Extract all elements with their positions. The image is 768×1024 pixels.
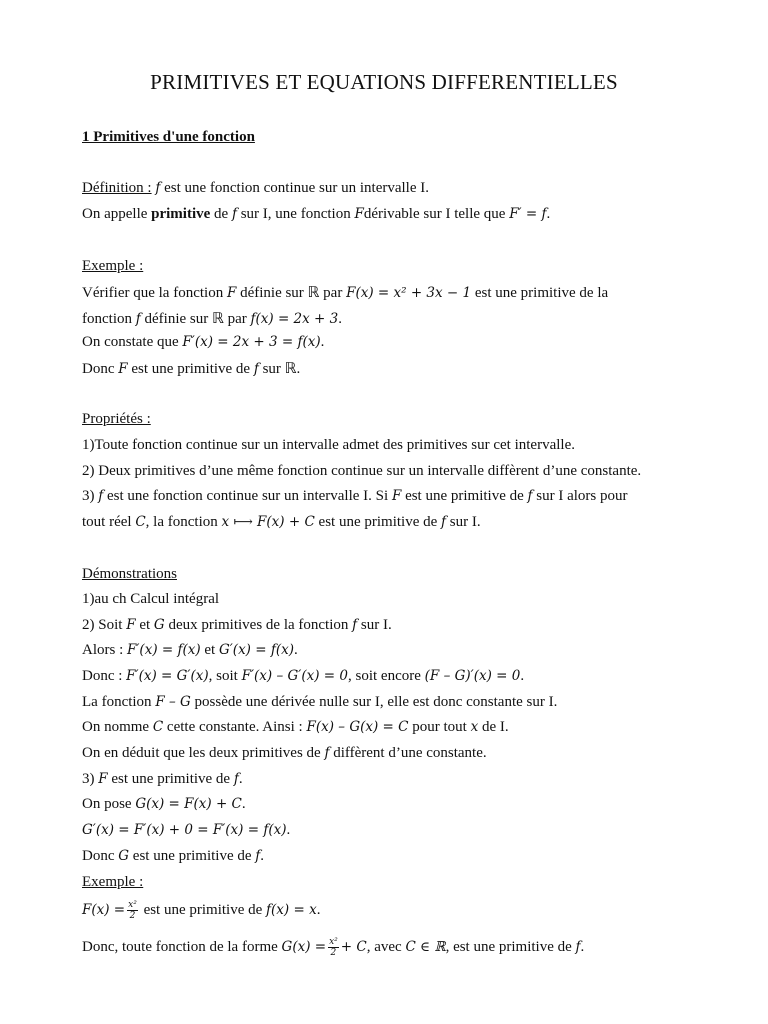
text: sur I. [357,617,392,633]
section-heading: 1 Primitives d'une fonction [82,129,255,145]
example2-line-1 [82,900,320,921]
math: G [153,617,165,633]
math: x ⟼ F(x) + C [221,514,315,530]
text: et [135,617,154,633]
demo-line-4 [82,668,524,685]
math: f [135,311,141,327]
definition-line-1 [82,180,429,197]
text: tout réel [82,514,136,530]
text: deux primitives de la fonction [164,617,353,633]
text: . [316,901,321,918]
math: F′(x) = 2x + 3 = f(x) [182,334,321,350]
text: . [546,206,551,222]
math: F(x) = x² + 3x − 1 [346,285,472,301]
property-3-line-2 [82,514,481,531]
fraction [127,900,138,921]
math: + C [340,938,367,955]
math: f [527,488,533,504]
text: et [200,642,219,658]
math: F′(x) = G′(x) [126,668,209,684]
math: f [255,848,261,864]
text: définie sur ℝ par [236,285,347,301]
fraction-numerator: x² [128,900,137,910]
math: G(x) = [281,938,327,955]
text: sur I, une fonction [236,206,355,222]
demo-line-6 [82,719,509,736]
text: de I. [478,719,509,735]
text: , la fonction [145,514,222,530]
property-2: 2) Deux primitives d’une même fonction continue sur un intervalle diffèrent d’une constante. [82,463,642,479]
math: f [253,361,259,377]
text: fonction [82,311,136,327]
fraction-numerator: x² [329,937,338,947]
text: est une primitive de [107,771,234,787]
text: 3) [82,488,99,504]
math: f(x) = 2x + 3 [250,311,339,327]
demonstrations-label: Démonstrations [82,566,177,582]
text: . [580,938,585,955]
demo-line-8 [82,771,243,788]
text: est une fonction continue sur un intervalle I. Si [103,488,392,504]
math: C ∈ ℝ [405,938,446,955]
example-line-4 [82,359,300,378]
text: On constate que [82,334,183,350]
demo-line-5 [82,694,557,711]
math: F [126,617,136,633]
text: est une primitive de la [471,285,609,301]
text: . [238,771,243,787]
math: f [324,745,330,761]
text: de [210,206,232,222]
text: . [286,822,291,838]
text: Donc : [82,668,127,684]
text: Vérifier que la fonction [82,285,227,301]
math: G(x) = F(x) + C [135,796,242,812]
text: est une primitive de [401,488,528,504]
math: C [135,514,146,530]
demo-line-11 [82,848,264,865]
text: Donc [82,361,119,377]
math: F(x) = [82,901,126,918]
text: est une fonction continue sur un intervalle I. [160,180,430,196]
text: cette constante. Ainsi : [163,719,307,735]
example2-line-2 [82,937,584,958]
math: F [391,488,402,504]
text: . [338,311,342,327]
fraction-denominator: 2 [129,911,136,921]
text: , est une primitive de [445,938,576,955]
example-line-3 [82,334,324,351]
demo-line-3 [82,642,298,659]
text: . [260,848,265,864]
math: F′(x) = f(x) [127,642,201,658]
text: définie sur ℝ par [140,311,251,327]
math: F [354,206,364,222]
math: G [118,848,130,864]
text: pour tout [408,719,471,735]
math: F(x) – G(x) = C [306,719,409,735]
math: F [118,361,128,377]
text: On nomme [82,719,153,735]
text: est une primitive de [129,848,256,864]
fraction-denominator: 2 [330,948,337,958]
text: sur ℝ. [258,361,301,377]
text: sur I. [446,514,481,530]
text: On en déduit que les deux primitives de [82,745,325,761]
math: f(x) = x [266,901,317,918]
text: On appelle [82,206,152,222]
text: On pose [82,796,136,812]
text: diffèrent d’une constante. [329,745,487,761]
demo-line-1: 1)au ch Calcul intégral [82,591,220,607]
math: f [441,514,447,530]
math: G′(x) = f(x) [218,642,294,658]
property-3-line-1 [82,488,628,505]
definition-line-2 [82,206,550,223]
properties-label: Propriétés : [82,411,151,427]
text: Donc [82,848,119,864]
demo-line-10 [82,822,290,839]
text: . [241,796,246,812]
math: F – G [155,694,191,710]
text: 2) Soit [82,617,127,633]
demo-line-2 [82,617,392,634]
example-line-1 [82,283,608,302]
text: . [520,668,525,684]
demo-line-7 [82,745,487,762]
math: f [352,617,358,633]
math: C [152,719,164,735]
demo-line-9 [82,796,246,813]
math: F [226,285,237,301]
text: dérivable sur I telle que [363,206,510,222]
text: Donc, toute fonction de la forme [82,938,282,955]
text: , soit encore [348,668,425,684]
definition-label: Définition : [82,180,152,196]
text: , soit [208,668,242,684]
page-title: PRIMITIVES ET EQUATIONS DIFFERENTIELLES [150,70,618,94]
text: . [320,334,325,350]
math: F′(x) – G′(x) = 0 [241,668,348,684]
text: est une primitive de [139,901,267,918]
math: f [98,488,104,504]
math: f [575,938,581,955]
bold-term: primitive [151,206,211,222]
example-label: Exemple : [82,258,144,274]
fraction [328,937,339,958]
text: . [294,642,298,658]
text: Alors : [82,642,127,658]
math: f [233,771,239,787]
example-line-2 [82,309,342,328]
text: est une primitive de [314,514,442,530]
math: G′(x) = F′(x) + 0 = F′(x) = f(x) [82,822,287,838]
math: (F – G)′(x) = 0 [424,668,521,684]
math: f [231,206,237,222]
math: F′ = f [509,206,547,222]
math: f [155,180,161,196]
text: est une primitive de [127,361,254,377]
text: 3) [82,771,99,787]
math: x [470,719,479,735]
example2-label: Exemple : [82,874,144,890]
math: F [98,771,108,787]
text: sur I alors pour [532,488,628,504]
text: , avec [366,938,406,955]
text: possède une dérivée nulle sur I, elle est donc constante sur I. [190,694,558,710]
property-1: 1)Toute fonction continue sur un intervalle admet des primitives sur cet intervalle. [82,437,575,453]
text: La fonction [82,694,156,710]
